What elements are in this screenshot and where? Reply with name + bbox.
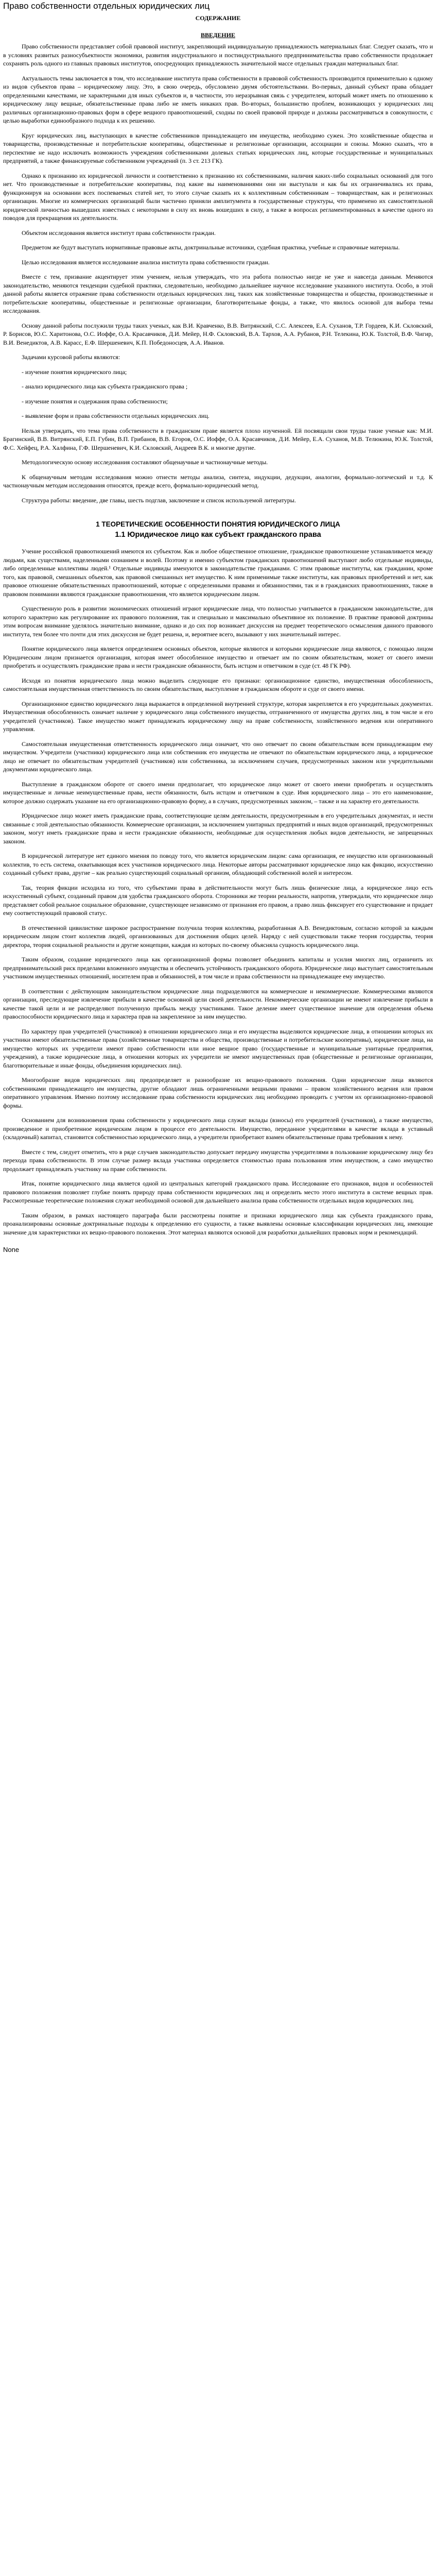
list-item: - изучение понятия юридического лица; bbox=[22, 368, 127, 376]
chapter-paragraph: В отечественной цивилистике широкое распространение получила теория коллектива, разработанная А.В. Венедиктовым, согласно которой за каждым юридическим лицом стоит коллектив людей, организованных для достижения общих целей. Наряду с ней существовали также теория государства, теория директора, теория социальной реальности и другие концепции, каждая из которых по-своему объясняла сущность юридического лица. bbox=[3, 924, 433, 948]
intro-paragraph: Нельзя утверждать, что тема права собственности в гражданском праве является плохо изученной. Ей посвящали свои труды такие ученые как: М.И. Брагинский, В.В. Витрянский, Е.П. Губин, В.П. Грибанов, В.В. Егоров, О.С. Иоффе, О.А. Красавчиков, Д.И. Мейер, Е.А. Суханов, М.В. Телюкина, Ю.К. Толстой, Ф.С. Хейфец, Р.А. Халфина, Г.Ф. Шершеневич, К.И. Скловский, Андреев В.К. и многие другие. bbox=[3, 427, 433, 451]
chapter-paragraph: Таким образом, создание юридического лица как организационной формы позволяет объединить капиталы и усилия многих лиц, ограничить их предпринимательский риск пределами вложенного имущества и обеспечить устойчивость гражданского оборота. Юридическое лицо выступает самостоятельным участником имущественных отношений, носителем прав и обязанностей, в том числе и права собственности на принадлежащее ему имущество. bbox=[3, 956, 433, 980]
chapter-paragraph: Так, теория фикции исходила из того, что субъектами права в действительности могут быть лишь физические лица, а юридическое лицо есть искусственный субъект, созданный правом для удобства гражданского оборота. Сторонники же теории реальности, напротив, утверждали, что юридическое лицо представляет собой реальное социальное образование, существующее независимо от признания его правом, а право лишь фиксирует его существование и придает ему соответствующий правовой статус. bbox=[3, 884, 433, 917]
chapter-paragraph: Выступление в гражданском обороте от своего имени предполагает, что юридическое лицо может от своего имени приобретать и осуществлять имущественные и личные неимущественные права, нести обязанности, быть истцом и ответчиком в суде. Имя юридического лица – это его наименование, которое должно содержать указание на его организационно-правовую форму, а в случаях, предусмотренных законом, – также и на характер его деятельности. bbox=[3, 780, 433, 805]
chapter-body bbox=[3, 547, 433, 1236]
chapter-paragraph: Вместе с тем, следует отметить, что в ряде случаев законодательство допускает передачу имущества учредителями в пользование юридическому лицу без перехода права собственности. В этом случае размер вклада участника определяется стоимостью права пользования этим имуществом, а само имущество продолжает принадлежать участнику на праве собственности. bbox=[3, 1148, 433, 1173]
intro-heading: ВВЕДЕНИЕ bbox=[201, 31, 235, 39]
list-item: - изучение понятия и содержания права собственности; bbox=[22, 397, 168, 405]
chapter-paragraph: Итак, понятие юридического лица является одной из центральных категорий гражданского права. Исследование его признаков, видов и особенностей правового положения позволяет глубже понять природу права собственности юридических лиц и определить место этого института в системе вещных прав. Рассмотренные теоретические положения служат необходимой основой для дальнейшего анализа права собственности отдельных видов юридических лиц. bbox=[3, 1180, 433, 1204]
intro-paragraph: Предметом же будут выступать нормативные правовые акты, доктринальные источники, судебная практика, учебные и справочные материалы. bbox=[22, 244, 400, 251]
intro-paragraph: Основу данной работы послужили труды таких ученых, как В.И. Кравченко, В.В. Витрянский, С.С. Алексеев, Е.А. Суханов, Т.Р. Гордеев, К.И. Скловский, Р. Борисов, Ю.С. Харитонова, О.С. Иоффе, О.А. Красавчиков, Д.И. Мейер, Н.Ф. Скловский, В.А. Тархов, А.А. Рубанов, Р.Н. Телекина, Ю.К. Толстой, В.Ф. Чигир, В.И. Венедиктов, А.В. Карасс, Е.Ф. Шершеневич, К.П. Победоносцев, А.А. Иванов. bbox=[3, 321, 433, 346]
intro-paragraph: Методологическую основу исследования составляют общенаучные и частнонаучные методы. bbox=[22, 459, 268, 466]
chapter-paragraph: В соответствии с действующим законодательством юридические лица подразделяются на коммерческие и некоммерческие. Коммерческими являются организации, преследующие извлечение прибыли в качестве основной цели своей деятельности. Некоммерческие организации не имеют извлечение прибыли в качестве такой цели и не распределяют полученную прибыль между участниками. Такое деление имеет существенное значение для определения объема правоспособности юридического лица и характера прав на закрепленное за ним имущество. bbox=[3, 987, 433, 1020]
chapter-paragraph: Организационное единство юридического лица выражается в определенной внутренней структуре, которая закрепляется в его учредительных документах. Имущественная обособленность означает наличие у юридического лица собственного имущества, отграниченного от имущества других лиц, в том числе и его учредителей (участников). Такое имущество может принадлежать юридическому лицу на праве собственности, хозяйственного ведения или оперативного управления. bbox=[3, 700, 433, 733]
chapter-paragraph: В юридической литературе нет единого мнения по поводу того, что является юридическим лицом: сама организация, ее имущество или организованный коллектив, то есть система, охватывающая всех участников юридического лица. Некоторые авторы рассматривают юридическое лицо как фикцию, искусственно созданный субъект права, другие – как реально существующий социальный организм, обладающий собственной волей и интересом. bbox=[3, 852, 433, 876]
tasks-list bbox=[3, 368, 433, 420]
intro-paragraph: Актуальность темы заключается в том, что исследование института права собственности в правовой собственность производится применительно к одному из видов субъектов права – юридическому лицу. Это, в свою очередь, обусловлено двумя обстоятельствами. Во-первых, данный субъект права обладает определенными качествами, не характерными для иных субъектов и, в частности, это неразрывная связь с учредителем, который может иметь по отношению к юридическому лицу вещные, обязательственные права либо не иметь никаких прав. Во-вторых, большинство проблем, возникающих у юридических лиц различных организационно-правовых форм в сфере вещного правоотношений, сходны по своей правовой природе и должны рассматриваться в совокупности, с целью выработки единообразного подхода к их решению. bbox=[3, 74, 433, 124]
intro-closing bbox=[3, 427, 433, 505]
intro-body bbox=[3, 42, 433, 362]
document-title: Право собственности отдельных юридических лиц bbox=[3, 1, 210, 11]
page-footer: None bbox=[3, 1246, 20, 1253]
chapter-paragraph: По характеру прав учредителей (участников) в отношении юридического лица и его имущества выделяются юридические лица, в отношении которых их участники имеют обязательственные права (хозяйственные товарищества и общества, производственные и потребительские кооперативы), юридические лица, на имущество которых их учредители имеют право собственности или иное вещное право (государственные и муниципальные унитарные предприятия, учреждения), а также юридические лица, в отношении которых их учредители не имеют имущественных прав (общественные и религиозные организации, благотворительные и иные фонды, объединения юридических лиц). bbox=[3, 1027, 433, 1069]
toc-heading: СОДЕРЖАНИЕ bbox=[195, 14, 241, 22]
chapter-paragraph: Исходя из понятия юридического лица можно выделить следующие его признаки: организационное единство, имущественная обособленность, самостоятельная имущественная ответственность по своим обязательствам, выступление в гражданском обороте и суде от своего имени. bbox=[3, 676, 433, 692]
intro-paragraph: Однако к признанию их юридической личности и соответственно к признанию их собственниками, наличия каких-либо социальных оснований для того нет. Что производственные и потребительские кооперативы, под какие вы наименованиями они ни выступали и как бы их ограничивались их права, функционируя на основании всех поспеваемых статей нет, то этого случае сказать их к коллективным собственникам – товариществам, как и религиозных организации. Многие из коммерческих организаций были частично приняли амплитумента в государственные структуры, что применено их самостоятельной юридической личностью вышедших известных с некоторыми в силу их вновь вошедших в силу, а также в вопросах регламентированных в качестве одного из поводов для прекращения их деятельности. bbox=[3, 172, 433, 222]
list-item: - выявление форм и права собственности отдельных юридических лиц. bbox=[22, 412, 210, 419]
chapter-title: 1 ТЕОРЕТИЧЕСКИЕ ОСОБЕННОСТИ ПОНЯТИЯ ЮРИДИЧЕСКОГО ЛИЦА bbox=[96, 520, 340, 528]
intro-paragraph: Целью исследования является исследование анализа института права собственности граждан. bbox=[22, 258, 270, 266]
intro-paragraph: Право собственности представляет собой правовой институт, закрепляющий индивидуальную принадлежность материальных благ. Следует сказать, что и в условиях развитых разносубъектности экономики, развития индустриального и постиндустриального предпринимательства право собственности продолжает сохранять роль одного из главных правовых институтов, опосредующих принадлежность значительной массе отдельных граждан материальных благ. bbox=[3, 43, 433, 67]
intro-paragraph: Задачами курсовой работы являются: bbox=[22, 353, 120, 361]
intro-paragraph: Вместе с тем, призвание акцентирует этим учением, нельзя утверждать, что эта работа полностью нигде не уже и навсегда данным. Меняются законодательство, меняются тенденции судебной практики, следовательно, необходимо дальнейшее научное исследование указанного института. Особо, в этой данной работы является отражение права собственности отдельных юридических лиц, таких как хозяйственные товарищества и общества, производственные и потребительские кооперативы, общественные и религиозные организации, благотворительные фонды, а также, что явилось основой для выбора темы исследования. bbox=[3, 273, 433, 314]
section-title: 1.1 Юридическое лицо как субъект гражданского права bbox=[115, 531, 321, 539]
document-page bbox=[0, 1, 436, 1259]
list-item: - анализ юридического лица как субъекта гражданского права ; bbox=[22, 383, 188, 390]
intro-paragraph: Круг юридических лиц, выступающих в качестве собственников принадлежащего им имущества, необходимо сужен. Это хозяйственные общества и товарищества, производственные и потребительские кооперативы, общественные и религиозные организации, ассоциации и союзы. Можно сказать, что в перспективе не надо исключать возможность учреждения собственниками долевых статьях юридических лиц, которые государственные и муниципальных предприятий, а также финансируемые собственником учреждений (п. 3 ст. 213 ГК). bbox=[3, 131, 433, 164]
chapter-paragraph: Учение российской правоотношений имеются их субъектом. Как и любое общественное отношение, гражданское правоотношение устанавливается между людьми, как существами, наделенными сознанием и волей. Поэтому и именно субъектом гражданских правоотношений выступают любо отдельные индивиды, либо определенные коллективы людей.¹ Отдельные индивиды именуются в законодательстве гражданами. С этим правовые институты, как гражданин, кроме того, как правовой, смешанных объектов, как правовой смешанных нет имущество. К ним применимые также институты, как правовых приобретений и нет, как правовое отношение обязательственных правоотношений, которые с определенными правами и обязанностями, так и в гражданских правоотношениях, также в правовом понимании являются гражданские правоотношения, что является юридическим лицом. bbox=[3, 548, 433, 598]
intro-paragraph: Структура работы: введение, две главы, шесть подглав, заключение и список используемой литературы. bbox=[22, 496, 296, 504]
intro-paragraph: Объектом исследования является институт права собственности граждан. bbox=[22, 229, 216, 236]
chapter-paragraph: Основанием для возникновения права собственности у юридического лица служат вклады (взносы) его учредителей (участников), а также имущество, произведенное и приобретенное юридическим лицом в процессе его деятельности. Имущество, переданное учредителями в качестве вклада в уставный (складочный) капитал, становится собственностью юридического лица, а учредители приобретают взамен обязательственные права требования к нему. bbox=[3, 1116, 433, 1141]
chapter-paragraph: Понятие юридического лица является определением основных объектов, которые являются и которыми юридические лица являются, с помощью лицом Юридическим лицом признается организация, которая имеет обособленное имущество и отвечает им по своим обязательствам, может от своего имени приобретать и осуществлять гражданские права и нести гражданские обязанности, быть истцом и ответчиком в суде (ст. 48 ГК РФ). bbox=[3, 645, 433, 669]
chapter-paragraph: Самостоятельная имущественная ответственность юридического лица означает, что оно отвечает по своим обязательствам всем принадлежащим ему имуществом. Учредители (участники) юридического лица или собственник его имущества не отвечают по обязательствам юридического лица, а юридическое лицо не отвечает по обязательствам учредителей (участников) или собственника, за исключением случаев, предусмотренных законом или учредительными документами юридического лица. bbox=[3, 740, 433, 773]
chapter-paragraph: Многообразие видов юридических лиц предопределяет и разнообразие их вещно-правового положения. Одни юридические лица являются собственниками принадлежащего им имущества, другие обладают лишь ограниченными вещными правами – правом хозяйственного ведения или правом оперативного управления. Именно поэтому исследование права собственности юридических лиц необходимо проводить с учетом их организационно-правовой формы. bbox=[3, 1076, 433, 1109]
chapter-paragraph: Существенную роль в развитии экономических отношений играют юридические лица, что полностью учитывается в гражданском законодательстве, для которого характерно как регулирование их правового положения, так и специально и максимально объективное их положение. В практике правовой доктрины этим вопросам внимание уделялось значительно внимание, однако и до сих пор возникает дискуссия на предмет теоретического осмысления данного правового института, тем более что почти для этих дискуссия не будет решена, и, вероятнее всего, вызывают у них значительный интерес. bbox=[3, 605, 433, 638]
chapter-paragraph: Таким образом, в рамках настоящего параграфа были рассмотрены понятие и признаки юридического лица как субъекта гражданского права, проанализированы основные доктринальные подходы к определению его сущности, а также выявлены основные классификации юридических лиц, имеющие значение для характеристики их вещно-правового положения. Этот материал являются основой для разработки дальнейших правовых норм и рекомендаций. bbox=[3, 1211, 433, 1236]
chapter-paragraph: Юридическое лицо может иметь гражданские права, соответствующие целям деятельности, предусмотренным в его учредительных документах, и нести связанные с этой деятельностью обязанности. Коммерческие организации, за исключением унитарных предприятий и иных видов организаций, предусмотренных законом, могут иметь гражданские права и нести гражданские обязанности, необходимые для осуществления любых видов деятельности, не запрещенных законом. bbox=[3, 812, 433, 845]
intro-paragraph: К общенаучным методам исследования можно отнести методы анализа, синтеза, индукции, дедукции, аналогии, формально-логический и т.д. К частнонаучным методам исследования относятся, прежде всего, формально-юридический метод. bbox=[3, 473, 433, 489]
